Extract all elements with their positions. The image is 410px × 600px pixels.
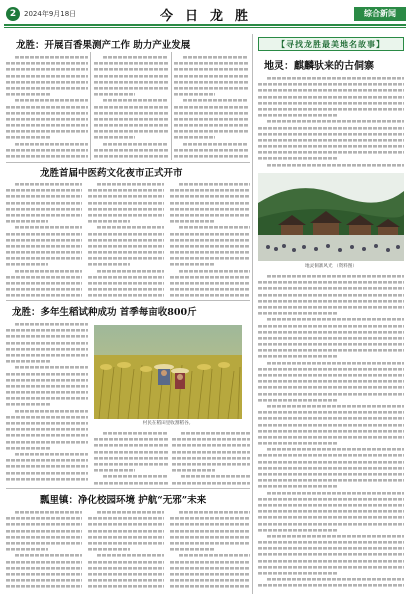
article-body <box>94 54 168 159</box>
article-body <box>88 509 164 589</box>
rice-harvest-photo <box>94 325 242 419</box>
article-body <box>174 54 248 159</box>
header-rule-thin <box>4 27 406 28</box>
text-line <box>170 583 250 589</box>
newspaper-name: 今日龙胜 <box>160 9 261 24</box>
article-body <box>6 509 82 589</box>
article-campus-safety <box>6 492 250 506</box>
column-divider <box>90 52 91 160</box>
text-line <box>88 292 164 298</box>
text-line <box>258 582 404 588</box>
text-line <box>94 480 168 486</box>
text-line <box>170 292 250 298</box>
text-line <box>94 153 168 159</box>
header-rule <box>4 24 406 26</box>
section-divider <box>6 300 250 301</box>
article-body <box>170 181 250 299</box>
article-body <box>6 321 88 482</box>
rice-photo-caption: 村民在稻田里收割稻谷。 <box>142 421 194 426</box>
issue-date: 2024年9月18日 <box>24 10 77 18</box>
page-header <box>0 0 410 30</box>
article-body <box>170 509 250 589</box>
article-tcm-night-market <box>6 165 250 179</box>
section-label: 综合新闻 <box>354 7 406 21</box>
text-line <box>267 162 404 168</box>
page-number: 2 <box>6 7 20 21</box>
article-headline: 龙胜首届中医药文化夜市正式开市 <box>40 168 183 179</box>
article-perennial-rice <box>6 304 250 318</box>
article-diling-village <box>258 57 404 72</box>
article-baixiangguo <box>6 37 250 51</box>
article-body <box>258 273 404 589</box>
article-headline: 地灵：麒麟驮来的古侗寨 <box>264 61 374 72</box>
text-line <box>88 583 164 589</box>
village-photo-caption: 地灵侗寨风光 （资料图） <box>305 264 357 269</box>
article-body <box>94 430 168 486</box>
column-divider <box>252 34 253 594</box>
article-body <box>88 181 164 299</box>
article-headline: 瓢里镇：净化校园环境 护航“无邪”未来 <box>40 495 207 506</box>
article-headline: 龙胜：多年生稻试种成功 首季每亩收800斤 <box>12 307 197 318</box>
text-line <box>6 153 88 159</box>
section-divider <box>6 162 250 163</box>
article-body <box>172 430 250 486</box>
article-body <box>6 181 82 299</box>
text-line <box>172 480 250 486</box>
village-photo <box>258 173 404 261</box>
article-headline: 龙胜：开展百香果测产工作 助力产业发展 <box>16 40 191 51</box>
column-banner: 【寻找龙胜最美地名故事】 <box>258 37 404 51</box>
article-body <box>6 54 88 159</box>
column-divider <box>171 52 172 160</box>
text-line <box>6 583 82 589</box>
text-line <box>6 292 82 298</box>
text-line <box>174 153 248 159</box>
section-divider <box>6 488 250 489</box>
article-body <box>258 75 404 168</box>
text-line <box>6 476 88 482</box>
